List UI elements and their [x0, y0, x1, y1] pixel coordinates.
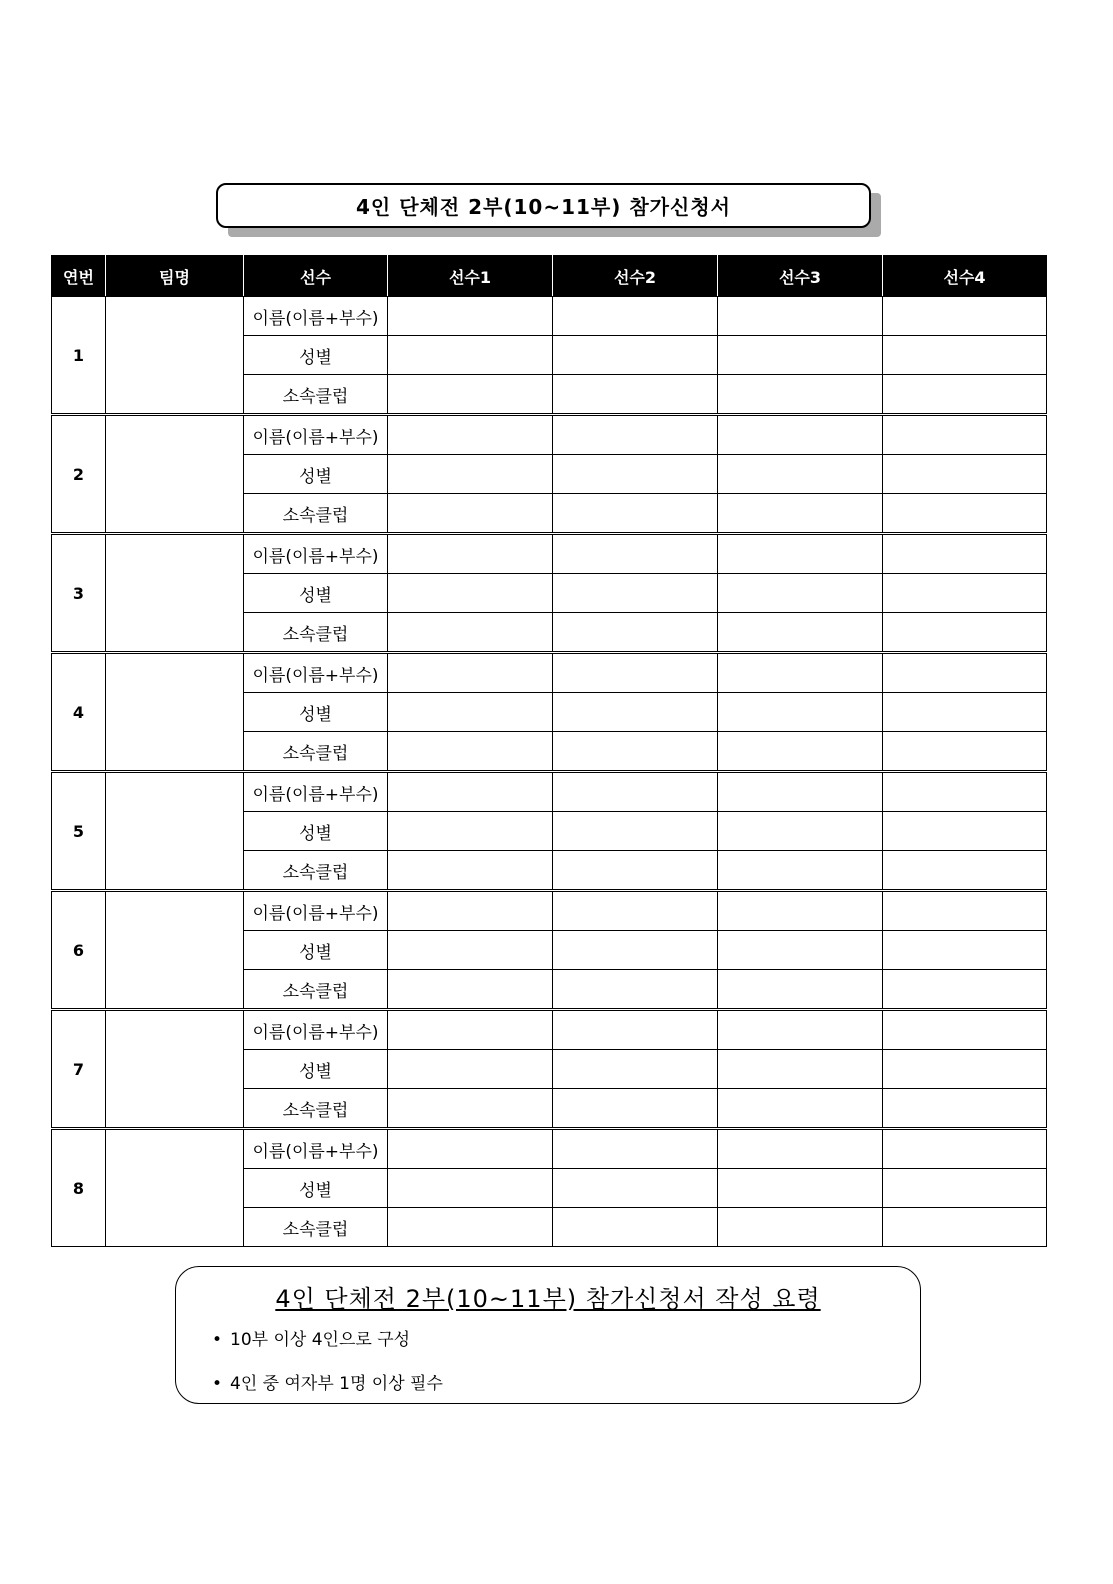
player4-cell[interactable]	[883, 970, 1047, 1010]
player4-cell[interactable]	[883, 653, 1047, 693]
table-row	[52, 772, 1047, 812]
player3-cell[interactable]	[718, 297, 883, 336]
player4-cell[interactable]	[883, 1129, 1047, 1169]
player2-cell[interactable]	[553, 455, 718, 494]
player2-cell[interactable]	[553, 1050, 718, 1089]
player2-cell[interactable]	[553, 534, 718, 574]
player1-cell[interactable]	[388, 891, 553, 931]
player2-cell[interactable]	[553, 494, 718, 534]
player3-cell[interactable]	[718, 851, 883, 891]
team-name-cell[interactable]	[106, 534, 244, 653]
player1-cell[interactable]	[388, 1089, 553, 1129]
player1-cell[interactable]	[388, 415, 553, 455]
player2-cell[interactable]	[553, 931, 718, 970]
player2-cell[interactable]	[553, 851, 718, 891]
player2-cell[interactable]	[553, 613, 718, 653]
row-label: 소속클럽	[244, 613, 388, 653]
table-row	[52, 1129, 1047, 1169]
row-label: 이름(이름+부수)	[244, 297, 388, 336]
player1-cell[interactable]	[388, 1050, 553, 1089]
table-row	[52, 1010, 1047, 1050]
player4-cell[interactable]	[883, 494, 1047, 534]
player3-cell[interactable]	[718, 455, 883, 494]
player4-cell[interactable]	[883, 534, 1047, 574]
player2-cell[interactable]	[553, 732, 718, 772]
player4-cell[interactable]	[883, 415, 1047, 455]
guide-title: 4인 단체전 2부(10~11부) 참가신청서 작성 요령	[275, 1285, 821, 1313]
player2-cell[interactable]	[553, 772, 718, 812]
player1-cell[interactable]	[388, 375, 553, 415]
table-header-row	[52, 256, 1047, 297]
team-name-cell[interactable]	[106, 1010, 244, 1129]
player3-cell[interactable]	[718, 574, 883, 613]
player2-cell[interactable]	[553, 336, 718, 375]
row-label: 소속클럽	[244, 970, 388, 1010]
team-name-cell[interactable]	[106, 297, 244, 415]
row-label: 소속클럽	[244, 375, 388, 415]
player4-cell[interactable]	[883, 375, 1047, 415]
player2-cell[interactable]	[553, 970, 718, 1010]
player3-cell[interactable]	[718, 494, 883, 534]
player1-cell[interactable]	[388, 772, 553, 812]
table-row	[52, 891, 1047, 931]
player3-cell[interactable]	[718, 732, 883, 772]
player4-cell[interactable]	[883, 613, 1047, 653]
player4-cell[interactable]	[883, 1169, 1047, 1208]
player1-cell[interactable]	[388, 1010, 553, 1050]
entry-group	[52, 772, 1047, 891]
entry-number: 4	[52, 653, 106, 772]
player4-cell[interactable]	[883, 1208, 1047, 1247]
player1-cell[interactable]	[388, 970, 553, 1010]
player2-cell[interactable]	[553, 1089, 718, 1129]
entry-group	[52, 1010, 1047, 1129]
player4-cell[interactable]	[883, 693, 1047, 732]
row-label: 성별	[244, 693, 388, 732]
table-row	[52, 653, 1047, 693]
player3-cell[interactable]	[718, 534, 883, 574]
guide-item	[212, 1369, 443, 1394]
entry-number: 1	[52, 297, 106, 415]
player2-cell[interactable]	[553, 415, 718, 455]
player1-cell[interactable]	[388, 1129, 553, 1169]
player3-cell[interactable]	[718, 931, 883, 970]
player2-cell[interactable]	[553, 693, 718, 732]
player3-cell[interactable]	[718, 1129, 883, 1169]
player3-cell[interactable]	[718, 891, 883, 931]
title-banner	[216, 183, 871, 227]
team-name-cell[interactable]	[106, 772, 244, 891]
table-row	[52, 415, 1047, 455]
player3-cell[interactable]	[718, 653, 883, 693]
player4-cell[interactable]	[883, 772, 1047, 812]
player2-cell[interactable]	[553, 812, 718, 851]
player3-cell[interactable]	[718, 336, 883, 375]
player2-cell[interactable]	[553, 574, 718, 613]
table-row	[52, 534, 1047, 574]
entry-number: 6	[52, 891, 106, 1010]
player1-cell[interactable]	[388, 812, 553, 851]
team-name-cell[interactable]	[106, 653, 244, 772]
guide-item-text: 10부 이상 4인으로 구성	[230, 1330, 411, 1350]
entry-table	[51, 255, 1047, 1247]
player4-cell[interactable]	[883, 732, 1047, 772]
row-label: 소속클럽	[244, 1208, 388, 1247]
player4-cell[interactable]	[883, 1010, 1047, 1050]
team-name-cell[interactable]	[106, 1129, 244, 1247]
row-label: 소속클럽	[244, 494, 388, 534]
player1-cell[interactable]	[388, 732, 553, 772]
table-row	[52, 297, 1047, 336]
player2-cell[interactable]	[553, 375, 718, 415]
player4-cell[interactable]	[883, 455, 1047, 494]
row-label: 소속클럽	[244, 732, 388, 772]
entry-number: 7	[52, 1010, 106, 1129]
entry-group	[52, 297, 1047, 415]
guide-box	[175, 1266, 921, 1404]
entry-number: 2	[52, 415, 106, 534]
header-serial: 연번	[52, 256, 106, 297]
row-label: 이름(이름+부수)	[244, 1129, 388, 1169]
player4-cell[interactable]	[883, 1050, 1047, 1089]
row-label: 성별	[244, 1050, 388, 1089]
row-label: 성별	[244, 1169, 388, 1208]
player1-cell[interactable]	[388, 931, 553, 970]
player1-cell[interactable]	[388, 693, 553, 732]
player3-cell[interactable]	[718, 812, 883, 851]
player3-cell[interactable]	[718, 415, 883, 455]
header-player4: 선수4	[883, 256, 1047, 297]
entry-group	[52, 653, 1047, 772]
player3-cell[interactable]	[718, 772, 883, 812]
guide-item-text: 4인 중 여자부 1명 이상 필수	[230, 1374, 443, 1394]
player2-cell[interactable]	[553, 1169, 718, 1208]
header-player: 선수	[244, 256, 388, 297]
row-label: 성별	[244, 931, 388, 970]
player1-cell[interactable]	[388, 455, 553, 494]
entry-number: 5	[52, 772, 106, 891]
player3-cell[interactable]	[718, 970, 883, 1010]
player4-cell[interactable]	[883, 574, 1047, 613]
row-label: 이름(이름+부수)	[244, 653, 388, 693]
header-team: 팀명	[106, 256, 244, 297]
player1-cell[interactable]	[388, 574, 553, 613]
player1-cell[interactable]	[388, 851, 553, 891]
player4-cell[interactable]	[883, 336, 1047, 375]
page-title: 4인 단체전 2부(10~11부) 참가신청서	[216, 183, 871, 228]
row-label: 이름(이름+부수)	[244, 891, 388, 931]
player4-cell[interactable]	[883, 297, 1047, 336]
player1-cell[interactable]	[388, 1208, 553, 1247]
entry-group	[52, 891, 1047, 1010]
player4-cell[interactable]	[883, 1089, 1047, 1129]
player2-cell[interactable]	[553, 653, 718, 693]
row-label: 소속클럽	[244, 1089, 388, 1129]
player3-cell[interactable]	[718, 1010, 883, 1050]
row-label: 이름(이름+부수)	[244, 415, 388, 455]
player1-cell[interactable]	[388, 613, 553, 653]
guide-item	[212, 1325, 410, 1350]
row-label: 성별	[244, 336, 388, 375]
player3-cell[interactable]	[718, 375, 883, 415]
entry-number: 8	[52, 1129, 106, 1247]
row-label: 이름(이름+부수)	[244, 534, 388, 574]
header-player1: 선수1	[388, 256, 553, 297]
player3-cell[interactable]	[718, 1050, 883, 1089]
player2-cell[interactable]	[553, 297, 718, 336]
player1-cell[interactable]	[388, 297, 553, 336]
player1-cell[interactable]	[388, 653, 553, 693]
player2-cell[interactable]	[553, 891, 718, 931]
player2-cell[interactable]	[553, 1129, 718, 1169]
bullet-icon: •	[212, 1330, 223, 1350]
team-name-cell[interactable]	[106, 891, 244, 1010]
player3-cell[interactable]	[718, 1089, 883, 1129]
header-player2: 선수2	[553, 256, 718, 297]
row-label: 성별	[244, 812, 388, 851]
entry-number: 3	[52, 534, 106, 653]
player3-cell[interactable]	[718, 693, 883, 732]
bullet-icon: •	[212, 1374, 223, 1394]
row-label: 이름(이름+부수)	[244, 772, 388, 812]
player4-cell[interactable]	[883, 851, 1047, 891]
entry-group	[52, 1129, 1047, 1247]
player1-cell[interactable]	[388, 494, 553, 534]
player1-cell[interactable]	[388, 534, 553, 574]
entry-group	[52, 534, 1047, 653]
header-player3: 선수3	[718, 256, 883, 297]
row-label: 소속클럽	[244, 851, 388, 891]
team-name-cell[interactable]	[106, 415, 244, 534]
player3-cell[interactable]	[718, 1169, 883, 1208]
player1-cell[interactable]	[388, 336, 553, 375]
row-label: 성별	[244, 455, 388, 494]
entry-group	[52, 415, 1047, 534]
player3-cell[interactable]	[718, 1208, 883, 1247]
player4-cell[interactable]	[883, 812, 1047, 851]
player2-cell[interactable]	[553, 1208, 718, 1247]
player2-cell[interactable]	[553, 1010, 718, 1050]
player4-cell[interactable]	[883, 891, 1047, 931]
player3-cell[interactable]	[718, 613, 883, 653]
player4-cell[interactable]	[883, 931, 1047, 970]
player1-cell[interactable]	[388, 1169, 553, 1208]
row-label: 성별	[244, 574, 388, 613]
row-label: 이름(이름+부수)	[244, 1010, 388, 1050]
